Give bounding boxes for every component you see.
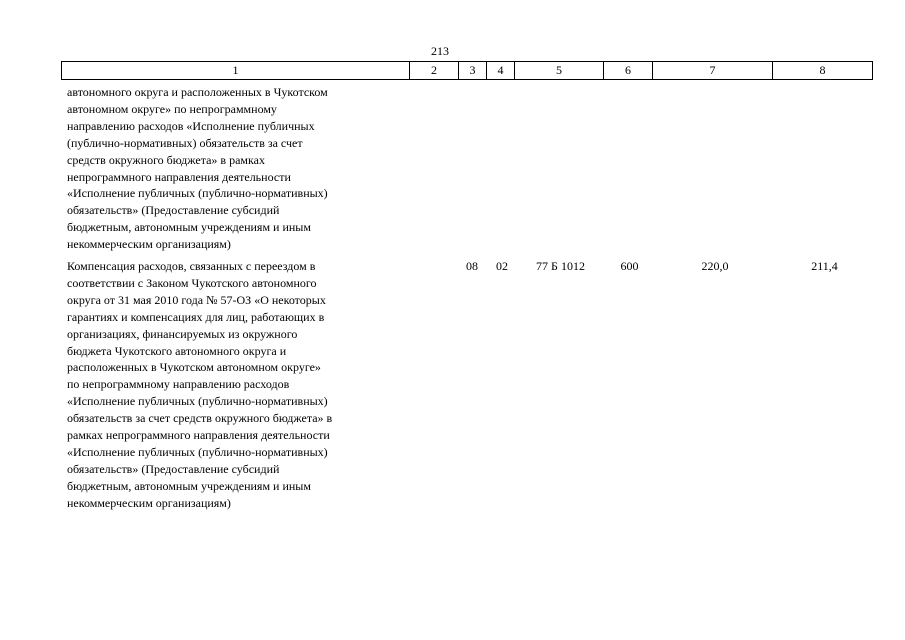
text-line: бюджета Чукотского автономного округа и (67, 343, 287, 358)
text-line: средств окружного бюджета» в рамках (67, 152, 265, 167)
text-line: обязательств» (Предоставление субсидий (67, 461, 280, 476)
row-2-section-code: 08 (466, 259, 478, 273)
text-line: обязательств за счет средств окружного бюджета» в (67, 411, 333, 426)
text-line: автономного округа и расположенных в Чукотском (67, 85, 328, 99)
column-header-4: 4 (487, 62, 515, 79)
column-header-1: 1 (62, 62, 410, 79)
text-line: округа от 31 мая 2010 года № 57-ОЗ «О некоторых (67, 292, 326, 307)
row-2-description (67, 258, 412, 512)
text-line: (публично-нормативных) обязательств за счет (67, 135, 303, 150)
text-line: некоммерческим организациям) (67, 237, 231, 252)
column-header-6: 6 (604, 62, 653, 79)
text-line: рамках непрограммного направления деятельности (67, 428, 330, 443)
text-line: автономном округе» по непрограммному (67, 101, 277, 116)
text-line: «Исполнение публичных (публично-нормативных) (67, 444, 328, 459)
text-line: соответствии с Законом Чукотского автономного (67, 275, 317, 290)
row-2-expense-type-code: 600 (620, 259, 639, 273)
column-header-7: 7 (653, 62, 773, 79)
text-line: гарантиях и компенсациях для лиц, работающих в (67, 309, 325, 324)
text-line: бюджетным, автономным учреждениям и иным (67, 220, 311, 235)
text-line: расположенных в Чукотском автономном округе» (67, 360, 321, 375)
page-number: 213 (431, 44, 449, 58)
row-2-amount-planned: 220,0 (701, 259, 729, 273)
row-2-target-article-code: 77 Б 1012 (536, 259, 585, 273)
text-line: Компенсация расходов, связанных с переездом в (67, 259, 316, 273)
table-header-row (61, 61, 873, 80)
column-header-5: 5 (515, 62, 604, 79)
text-line: «Исполнение публичных (публично-нормативных) (67, 394, 328, 409)
text-line: «Исполнение публичных (публично-нормативных) (67, 186, 328, 201)
text-line: бюджетным, автономным учреждениям и иным (67, 478, 311, 493)
column-header-3: 3 (459, 62, 487, 79)
row-2-subsection-code: 02 (496, 259, 508, 273)
text-line: организациях, финансируемых из окружного (67, 326, 298, 341)
column-header-2: 2 (410, 62, 459, 79)
text-line: направлению расходов «Исполнение публичных (67, 118, 315, 133)
text-line: непрограммного направления деятельности (67, 169, 291, 184)
text-line: по непрограммному направлению расходов (67, 377, 290, 392)
column-header-8: 8 (819, 63, 826, 77)
text-line: некоммерческим организациям) (67, 495, 231, 510)
row-1-description (67, 84, 412, 253)
text-line: обязательств» (Предоставление субсидий (67, 203, 280, 218)
row-2-amount-executed: 211,4 (811, 259, 838, 273)
